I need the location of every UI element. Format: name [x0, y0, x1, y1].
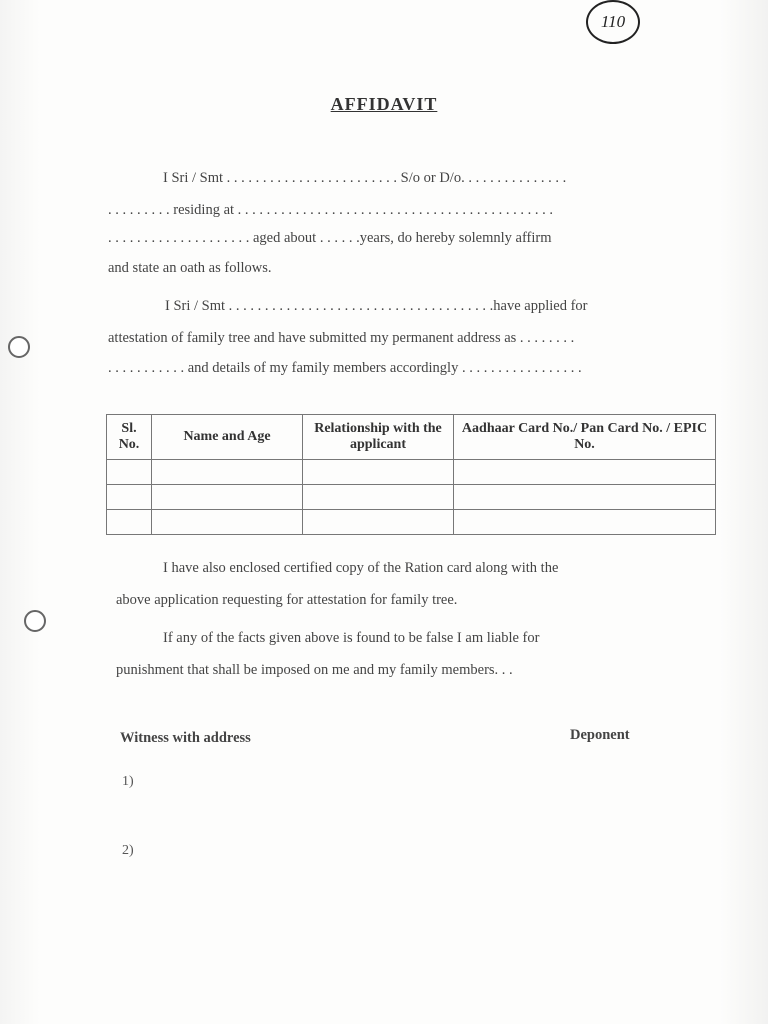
witness-number-2: 2): [122, 843, 134, 858]
table-row: [107, 485, 716, 510]
table-cell: [303, 510, 454, 535]
table-cell: [303, 460, 454, 485]
deponent-label: Deponent: [570, 727, 630, 743]
header-relationship: Relationship with the applicant: [303, 415, 454, 460]
table-cell: [107, 460, 152, 485]
punch-hole-top: [8, 336, 30, 358]
para4-line1: If any of the facts given above is found to be false I am liable for: [163, 630, 540, 646]
para3-line2: above application requesting for attestation for family tree.: [116, 592, 458, 608]
table-cell: [107, 510, 152, 535]
witness-number-1: 1): [122, 774, 134, 789]
page-number-text: 110: [600, 12, 626, 31]
page-number-stamp: [586, 0, 640, 44]
header-name-age: Name and Age: [152, 415, 303, 460]
table-cell: [107, 485, 152, 510]
para3-line1: I have also enclosed certified copy of the Ration card along with the: [163, 560, 559, 576]
table-cell: [152, 460, 303, 485]
document-title: [0, 94, 768, 115]
table-cell: [152, 485, 303, 510]
table-header-row: [107, 415, 716, 460]
punch-hole-bottom: [24, 610, 46, 632]
para4-line2: punishment that shall be imposed on me and my family members. . .: [116, 662, 513, 678]
table-cell: [303, 485, 454, 510]
para1-line3: . . . . . . . . . . . . . . . . . . . . aged about . . . . . .years, do hereby solemnly affirm: [108, 230, 552, 246]
para1-line1: I Sri / Smt . . . . . . . . . . . . . . . . . . . . . . . . S/o or D/o. . . . . . . . . . . . . . .: [163, 170, 567, 186]
para1-line2: . . . . . . . . . residing at . . . . . . . . . . . . . . . . . . . . . . . . . . . . . . . . . . . . . . . . . . . .: [108, 202, 554, 218]
table-cell: [454, 460, 716, 485]
para1-line4: and state an oath as follows.: [108, 260, 272, 276]
table-cell: [454, 510, 716, 535]
para2-line2: attestation of family tree and have submitted my permanent address as . . . . . . . .: [108, 330, 575, 346]
witness-label: Witness with address: [120, 730, 251, 746]
title-text: AFFIDAVIT: [330, 94, 438, 114]
para2-line1: I Sri / Smt . . . . . . . . . . . . . . . . . . . . . . . . . . . . . . . . . . . . .have applied for: [165, 298, 588, 314]
table-cell: [152, 510, 303, 535]
family-members-table: [106, 414, 716, 535]
table-cell: [454, 485, 716, 510]
table-row: [107, 510, 716, 535]
para2-line3: . . . . . . . . . . . and details of my family members accordingly . . . . . . . . . . . . . . . . .: [108, 360, 582, 376]
header-sl-no: Sl. No.: [107, 415, 152, 460]
table-row: [107, 460, 716, 485]
header-id-number: Aadhaar Card No./ Pan Card No. / EPIC No.: [454, 415, 716, 460]
